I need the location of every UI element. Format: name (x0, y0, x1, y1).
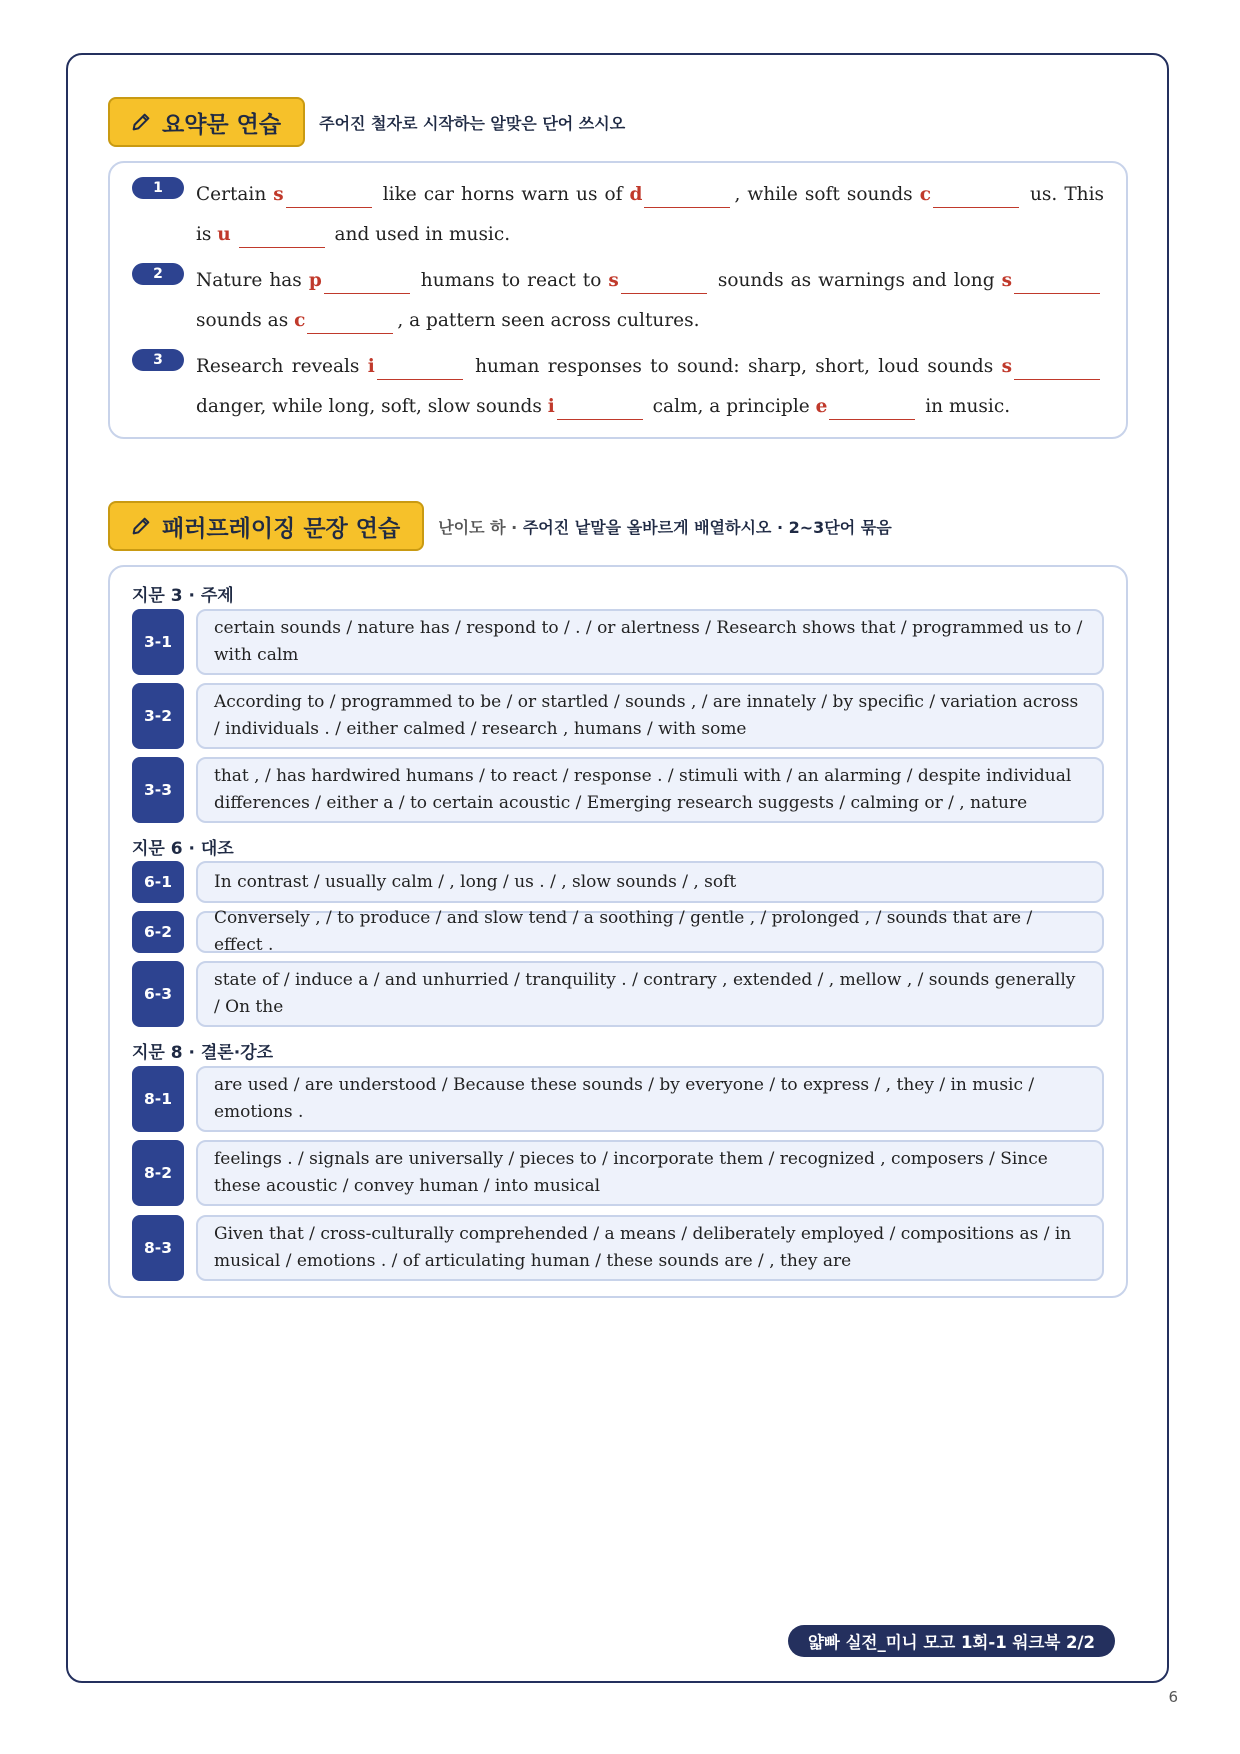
hint-letter: d (629, 184, 643, 205)
item-number: 1 (132, 177, 184, 199)
word-chunks-box: In contrast / usually calm / , long / us . / , slow sounds / , soft (196, 861, 1104, 903)
question-label: 8-2 (132, 1140, 184, 1206)
summary-item (132, 261, 1104, 341)
question-label: 3-2 (132, 683, 184, 749)
hint-letter: s (1001, 356, 1012, 377)
pencil-icon (130, 515, 152, 537)
question-label: 6-3 (132, 961, 184, 1027)
summary-sentence: Certain s like car horns warn us of d , while soft sounds c us. This is u and used in music. (196, 175, 1104, 255)
hint-letter: s (273, 184, 284, 205)
answer-blank[interactable] (377, 357, 463, 380)
topic-heading: 지문 3 · 주제 (132, 586, 234, 606)
paraphrase-title-tag (108, 501, 424, 551)
word-chunks-box: Conversely , / to produce / and slow tend / a soothing / gentle , / prolonged , / sounds that are / effect . (196, 911, 1104, 953)
paraphrase-header (108, 501, 892, 551)
question-label: 8-3 (132, 1215, 184, 1281)
question-label: 3-1 (132, 609, 184, 675)
paraphrase-panel (108, 565, 1128, 1298)
answer-blank[interactable] (933, 185, 1019, 208)
answer-blank[interactable] (644, 185, 730, 208)
summary-title-tag (108, 97, 305, 147)
hint-letter: s (608, 270, 619, 291)
hint-letter: u (217, 224, 231, 245)
answer-blank[interactable] (324, 271, 410, 294)
word-chunks-box: that , / has hardwired humans / to react / response . / stimuli with / an alarming / despite individual differences / either a / to certain acoustic / Emerging research suggests / calming or / , nature (196, 757, 1104, 823)
hint-letter: i (547, 396, 555, 417)
page-frame (66, 53, 1169, 1683)
word-chunks-box: Given that / cross-culturally comprehended / a means / deliberately employed / compositions as / in musical / emotions . / of articulating human / these sounds are / , they are (196, 1215, 1104, 1281)
item-number: 2 (132, 263, 184, 285)
word-chunks-box: state of / induce a / and unhurried / tranquility . / contrary , extended / , mellow , / sounds generally / On the (196, 961, 1104, 1027)
summary-item (132, 175, 1104, 255)
answer-blank[interactable] (286, 185, 372, 208)
hint-letter: c (294, 310, 306, 331)
hint-letter: s (1001, 270, 1013, 291)
topic-heading: 지문 6 · 대조 (132, 839, 234, 859)
summary-header (108, 97, 625, 147)
summary-item (132, 347, 1104, 427)
answer-blank[interactable] (829, 397, 915, 420)
question-row (132, 609, 1104, 675)
question-label: 3-3 (132, 757, 184, 823)
summary-panel (108, 161, 1128, 439)
answer-blank[interactable] (1014, 271, 1100, 294)
question-label: 8-1 (132, 1066, 184, 1132)
summary-title: 요약문 연습 (162, 111, 282, 138)
question-row (132, 1215, 1104, 1281)
page-number: 6 (1168, 1688, 1178, 1706)
hint-letter: i (367, 356, 375, 377)
summary-instruction: 주어진 철자로 시작하는 알맞은 단어 쓰시오 (319, 113, 626, 133)
item-number: 3 (132, 349, 184, 371)
question-row (132, 1140, 1104, 1206)
question-row (132, 683, 1104, 749)
answer-blank[interactable] (557, 397, 643, 420)
hint-letter: e (815, 396, 828, 417)
hint-letter: p (308, 270, 322, 291)
pencil-icon (130, 111, 152, 133)
difficulty-label: 난이도 하 · (438, 517, 518, 537)
question-label: 6-1 (132, 861, 184, 903)
summary-sentence: Nature has p humans to react to s sounds as warnings and long s sounds as c , a pattern seen across cultures. (196, 261, 1104, 341)
question-row (132, 861, 1104, 903)
summary-sentence: Research reveals i human responses to sound: sharp, short, loud sounds s danger, while long, soft, slow sounds i calm, a principle e in music. (196, 347, 1104, 427)
hint-letter: c (919, 184, 931, 205)
word-chunks-box: According to / programmed to be / or startled / sounds , / are innately / by specific / variation across / individuals . / either calmed / research , humans / with some (196, 683, 1104, 749)
question-row (132, 961, 1104, 1027)
paraphrase-instruction: 난이도 하 · 주어진 낱말을 올바르게 배열하시오 · 2~3단어 묶음 (438, 517, 892, 537)
word-chunks-box: feelings . / signals are universally / pieces to / incorporate them / recognized , composers / Since these acoustic / convey human / into musical (196, 1140, 1104, 1206)
answer-blank[interactable] (239, 225, 325, 248)
question-label: 6-2 (132, 911, 184, 953)
paraphrase-title: 패러프레이징 문장 연습 (162, 515, 401, 542)
question-row (132, 757, 1104, 823)
word-chunks-box: are used / are understood / Because these sounds / by everyone / to express / , they / in music / emotions . (196, 1066, 1104, 1132)
question-row (132, 1066, 1104, 1132)
topic-heading: 지문 8 · 결론·강조 (132, 1043, 274, 1063)
question-row (132, 908, 1104, 955)
answer-blank[interactable] (621, 271, 707, 294)
workbook-badge: 얇빠 실전_미니 모고 1회-1 워크북 2/2 (788, 1625, 1115, 1657)
answer-blank[interactable] (1014, 357, 1100, 380)
word-chunks-box: certain sounds / nature has / respond to / . / or alertness / Research shows that / programmed us to / with calm (196, 609, 1104, 675)
answer-blank[interactable] (307, 311, 393, 334)
